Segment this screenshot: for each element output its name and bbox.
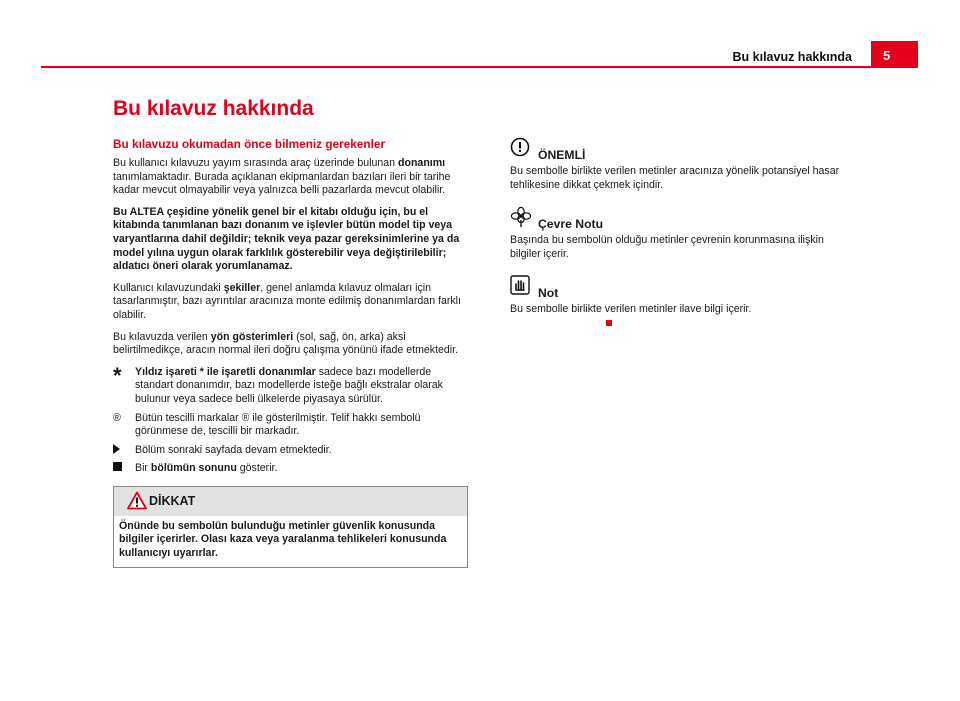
important-block — [510, 137, 850, 192]
important-body: Bu sembolle birlikte verilen metinler aracınıza yönelik potansiyel hasar tehlikesine dikkat çekmek içindir. — [510, 165, 840, 191]
paragraph-variant-notice: Bu ALTEA çeşidine yönelik genel bir el kitabı olduğu için, bu el kitabında tanımlanan bazı donanım ve işlevler bütün model tip veya varyantlarına dahil değildir; teknik veya pazar gereksinimlerine ya da model yılına uygun olarak farklılık gösterebilir veya değiştirilebilir; aldatıcı öneri olarak yorumlanamaz. — [113, 205, 460, 273]
left-column — [113, 137, 468, 568]
list-item-star: * Yıldız işareti * ile işaretli donanımlar sadece bazı modellerde standart donanımdır, bazı modellerde isteğe bağlı ekstralar olarak bulunur veya sadece belli ülkelerde piyasaya sürülür. — [113, 362, 443, 405]
header-rule — [41, 66, 918, 68]
header-title: Bu kılavuz hakkında — [732, 50, 852, 64]
paragraph-illustrations: Kullanıcı kılavuzundaki şekiller, genel anlamda kılavuz olmaları için tasarlanmıştır, bazı ayrıntılar aracınıza monte edilmiş donanımlardan farklı olabilir. — [113, 281, 461, 321]
note-title: Not — [538, 286, 559, 301]
leaf-icon — [510, 206, 532, 228]
important-title: ÖNEMLİ — [538, 148, 586, 162]
environment-body: Başında bu sembolün olduğu metinler çevrenin korunmasına ilişkin bilgiler içerir. — [510, 234, 824, 260]
page-number-badge: 5 — [871, 41, 918, 67]
note-body: Bu sembolle birlikte verilen metinler ilave bilgi içerir. — [510, 303, 850, 330]
warning-header — [114, 487, 467, 516]
environment-title: Çevre Notu — [538, 217, 604, 232]
warning-box — [113, 486, 468, 568]
exclamation-circle-icon — [510, 137, 530, 157]
list-item-end: Bir bölümün sonunu gösterir. — [113, 462, 468, 476]
warning-body: Önünde bu sembolün bulunduğu metinler güvenlik konusunda bilgiler içerirler. Olası kaza veya yaralanma tehlikeleri konusunda kullanıcıyı uyarırlar. — [119, 519, 447, 560]
star-icon: * — [113, 362, 122, 388]
paragraph-intro: Bu kullanıcı kılavuzu yayım sırasında araç üzerinde bulunan donanımı tanımlamaktadır. Burada açıklanan ekipmanlardan bazıları ileri bir tarihe kadar mevcut olmayabilir veya yalnızca belli pazarlarda mevcut olabilir. — [113, 157, 451, 197]
list-item-continue: Bölüm sonraki sayfada devam etmektedir. — [113, 444, 468, 458]
list-item-registered: ® Bütün tescilli markalar ® ile gösterilmiştir. Telif hakkı sembolü görünmese de, tescilli bir markadır. — [113, 411, 421, 438]
note-block — [510, 275, 850, 330]
end-marker-icon — [606, 320, 612, 326]
right-column — [510, 137, 850, 341]
end-square-icon — [113, 462, 122, 471]
continue-arrow-icon — [113, 444, 120, 454]
warning-triangle-icon — [127, 491, 147, 510]
section-subtitle: Bu kılavuzu okumadan önce bilmeniz gerekenler — [113, 137, 386, 151]
environment-block — [510, 206, 850, 261]
note-hand-icon — [510, 275, 530, 295]
registered-icon: ® — [113, 411, 121, 424]
warning-title: DİKKAT — [149, 493, 196, 508]
page-title: Bu kılavuz hakkında — [113, 97, 314, 120]
paragraph-directions: Bu kılavuzda verilen yön gösterimleri (sol, sağ, ön, arka) aksi belirtilmedikçe, aracın normal ileri doğru çalışma yönünü ifade etmektedir. — [113, 330, 459, 357]
